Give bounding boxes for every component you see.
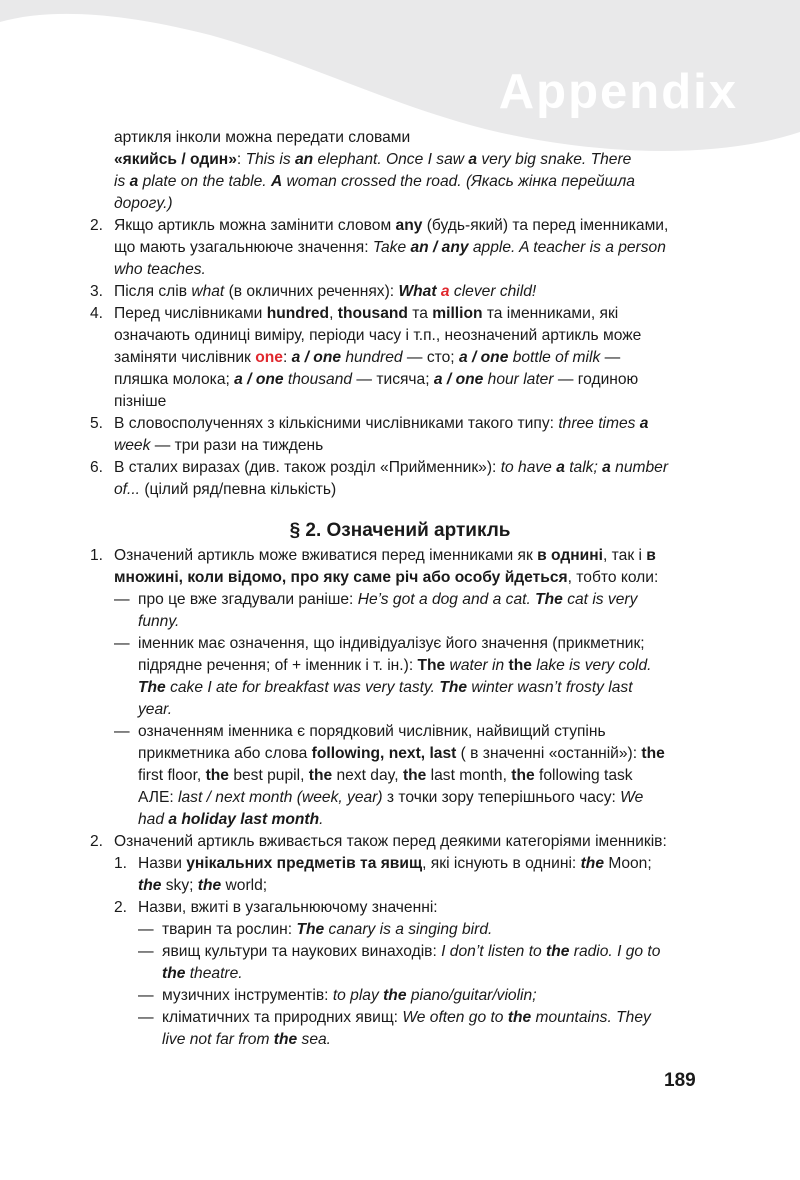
item4-line-4: пляшка молока; a / one thousand — тисяча; a / one hour later — годиною bbox=[114, 371, 639, 388]
dash-marker: — bbox=[138, 921, 154, 938]
s1-d3-line-4: АЛЕ: last / next month (week, year) з точки зору теперішнього часу: We bbox=[138, 789, 644, 806]
sub-list-number: 2. bbox=[114, 899, 128, 916]
s2-line-1: Означений артикль вживається також перед деякими категоріями іменників: bbox=[114, 833, 667, 850]
item3-line-1: Після слів what (в окличних реченнях): What a clever child! bbox=[114, 283, 537, 300]
item6-line-1: В сталих виразах (див. також розділ «Прийменник»): to have a talk; a number bbox=[114, 459, 669, 476]
s1-d3-line-3: first floor, the best pupil, the next day, the last month, the following task bbox=[138, 767, 633, 784]
s1-d2-line-1: іменник має означення, що індивідуалізує його значення (прикметник; bbox=[138, 635, 645, 652]
s1-line-2: множині, коли відомо, про яку саме річ або особу йдеться, тобто коли: bbox=[114, 569, 659, 586]
s2-sub2-d3: музичних інструментів: to play the piano/guitar/violin; bbox=[162, 987, 537, 1004]
item5-line-1: В словосполученнях з кількісними числівниками такого типу: three times a bbox=[114, 415, 649, 432]
s1-d2-line-4: year. bbox=[138, 701, 173, 718]
s1-line-1: Означений артикль може вживатися перед іменниками як в однині, так і в bbox=[114, 547, 656, 564]
item2-line-1: Якщо артикль можна замінити словом any (будь-який) та перед іменниками, bbox=[114, 217, 669, 234]
item4-line-1: Перед числівниками hundred, thousand та million та іменниками, які bbox=[114, 305, 619, 322]
list-number: 6. bbox=[90, 459, 104, 476]
item4-line-5: пізніше bbox=[114, 393, 167, 410]
appendix-title: Appendix bbox=[498, 65, 738, 119]
sub-list-number: 1. bbox=[114, 855, 128, 872]
dash-marker: — bbox=[138, 987, 154, 1004]
s1-d2-line-2: підрядне речення; of + іменник і т. ін.): The water in the lake is very cold. bbox=[138, 657, 652, 674]
dash-marker: — bbox=[138, 1009, 154, 1026]
list-number: 1. bbox=[90, 547, 104, 564]
list-number: 3. bbox=[90, 283, 104, 300]
dash-marker: — bbox=[114, 723, 130, 740]
s2-sub2-d2-line-2: the theatre. bbox=[162, 965, 243, 982]
s1-d3-line-5: had a holiday last month. bbox=[138, 811, 324, 828]
s2-sub2-d1: тварин та рослин: The canary is a singing bird. bbox=[162, 921, 493, 938]
item2-line-2: що мають узагальнююче значення: Take an / any apple. A teacher is a person bbox=[114, 239, 666, 256]
s1-d1-line-1: про це вже згадували раніше: He’s got a dog and a cat. The cat is very bbox=[138, 591, 638, 608]
list-number: 5. bbox=[90, 415, 104, 432]
list-number: 2. bbox=[90, 217, 104, 234]
s2-sub2-line-1: Назви, вжиті в узагальнюючому значенні: bbox=[138, 899, 438, 916]
s1-d2-line-3: The cake I ate for breakfast was very tasty. The winter wasn’t frosty last bbox=[138, 679, 633, 696]
item6-line-2: of... (цілий ряд/певна кількість) bbox=[114, 481, 337, 498]
intro-line-4: дорогу.) bbox=[114, 195, 173, 212]
page-number: 189 bbox=[664, 1070, 696, 1091]
intro-line-3: is a plate on the table. A woman crossed the road. (Якась жінка перейшла bbox=[114, 173, 635, 190]
s2-sub2-d4-line-2: live not far from the sea. bbox=[162, 1031, 331, 1048]
item4-line-2: означають одиниці виміру, періоди часу і т.п., неозначений артикль може bbox=[114, 327, 642, 344]
list-number: 4. bbox=[90, 305, 104, 322]
s2-sub2-d2-line-1: явищ культури та наукових винаходів: I don’t listen to the radio. I go to bbox=[162, 943, 661, 960]
intro-line-2: «якийсь / один»: This is an elephant. Once I saw a very big snake. There bbox=[114, 151, 632, 168]
dash-marker: — bbox=[138, 943, 154, 960]
s2-sub1-line-1: Назви унікальних предметів та явищ, які існують в однині: the Moon; bbox=[138, 855, 652, 872]
s2-sub2-d4-line-1: кліматичних та природних явищ: We often go to the mountains. They bbox=[162, 1009, 651, 1026]
item2-line-3: who teaches. bbox=[114, 261, 206, 278]
s1-d3-line-1: означенням іменника є порядковий числівник, найвищий ступінь bbox=[138, 723, 606, 740]
item4-line-3: заміняти числівник one: a / one hundred — сто; a / one bottle of milk — bbox=[114, 349, 621, 366]
section-heading: § 2. Означений артикль bbox=[289, 520, 511, 541]
dash-marker: — bbox=[114, 635, 130, 652]
list-number: 2. bbox=[90, 833, 104, 850]
intro-line-1: артикля інколи можна передати словами bbox=[114, 129, 411, 146]
s1-d1-line-2: funny. bbox=[138, 613, 180, 630]
s1-d3-line-2: прикметника або слова following, next, last ( в значенні «останній»): the bbox=[138, 745, 665, 762]
s2-sub1-line-2: the sky; the world; bbox=[138, 877, 268, 894]
item5-line-2: week — три рази на тиждень bbox=[114, 437, 324, 454]
dash-marker: — bbox=[114, 591, 130, 608]
